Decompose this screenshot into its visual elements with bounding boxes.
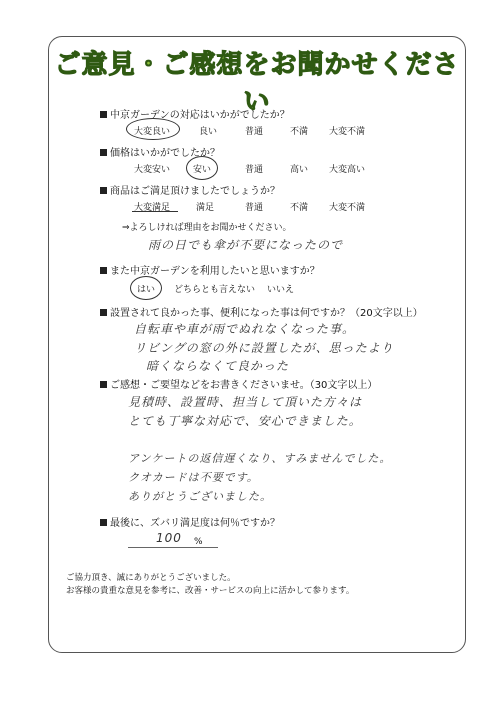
q4-option-2[interactable]: どちらとも言えない [174,285,256,295]
q5-answer-line-1[interactable]: 自転車や車が雨でぬれなくなった事。 [134,322,356,336]
q4-option-1[interactable]: はい [137,285,156,295]
q2-option-1[interactable]: 大変安い [134,165,171,175]
page-title: ご意見・ご感想をお聞かせください [54,50,460,117]
q3-option-1[interactable]: 大変満足 [134,203,171,213]
q6-answer-line-1[interactable]: 見積時、設置時、担当して頂いた方々は [128,395,363,409]
question-1-label: 中京ガーデンの対応はいかがでしたか？ [110,110,290,121]
q2-option-4[interactable]: 高い [290,165,309,175]
q1-option-1[interactable]: 大変良い [134,127,171,137]
q6-answer-line-2[interactable]: とても丁寧な対応で、安心できました。 [128,414,362,428]
q1-option-2[interactable]: 良い [199,127,218,137]
bullet-square-icon [100,267,107,274]
question-2-label: 価格はいかがでしたか？ [110,148,220,159]
question-5 [100,304,423,319]
q7-answer-underline [128,547,218,548]
q3-reason-prompt: ⇒よろしければ理由をお聞かせください。 [122,223,292,233]
bullet-square-icon [100,381,107,388]
q5-answer-line-2[interactable]: リビングの窓の外に設置したが、思ったより [134,341,394,355]
question-1 [100,106,290,121]
question-6 [100,376,377,391]
q1-option-3[interactable]: 普通 [245,127,264,137]
footer-improvement-note: お客様の貴重な意見を参考に、改善・サービスの向上に活かして参ります。 [66,586,355,596]
q3-reason-answer[interactable]: 雨の日でも傘が不要になったので [148,238,344,252]
footer-thanks: ご協力頂き、誠にありがとうございました。 [66,573,236,583]
bullet-square-icon [100,519,107,526]
bullet-square-icon [100,309,107,316]
bullet-square-icon [100,111,107,118]
q3-option-4[interactable]: 不満 [290,203,309,213]
question-7-label: 最後に、ズバリ満足度は何％ですか？ [110,518,280,529]
q5-answer-line-3[interactable]: 暗くならなくて良かった [146,359,290,373]
question-6-label: ご感想・ご要望などをお書きくださいませ。（30文字以上） [110,380,378,391]
q6-note-line-3[interactable]: ありがとうございました。 [128,490,272,503]
selected-answer-circle [130,276,162,300]
q2-option-5[interactable]: 大変高い [329,165,366,175]
q7-answer[interactable]: 100 [156,531,182,545]
question-3 [100,182,280,197]
question-3-label: 商品はご満足頂けましたでしょうか？ [110,186,280,197]
question-4-label: また中京ガーデンを利用したいと思いますか？ [110,266,320,277]
selected-answer-circle [126,118,180,140]
q1-option-4[interactable]: 不満 [290,127,309,137]
q6-note-line-2[interactable]: クオカードは不要です。 [128,471,259,484]
q4-option-3[interactable]: いいえ [267,285,295,295]
selected-answer-circle [186,156,218,180]
q3-option-2[interactable]: 満足 [196,203,215,213]
question-5-label: 設置されて良かった事、便利になった事は何ですか？（20文字以上） [110,308,423,319]
q2-option-2[interactable]: 安い [193,165,212,175]
q3-option-3[interactable]: 普通 [245,203,264,213]
q7-unit: % [194,537,203,547]
selected-answer-underline [132,211,178,212]
question-7 [100,514,280,529]
question-4 [100,262,320,277]
q3-option-5[interactable]: 大変不満 [329,203,366,213]
q2-option-3[interactable]: 普通 [245,165,264,175]
bullet-square-icon [100,187,107,194]
q6-note-line-1[interactable]: アンケートの返信遅くなり、すみませんでした。 [128,452,392,465]
bullet-square-icon [100,149,107,156]
q1-option-5[interactable]: 大変不満 [329,127,366,137]
